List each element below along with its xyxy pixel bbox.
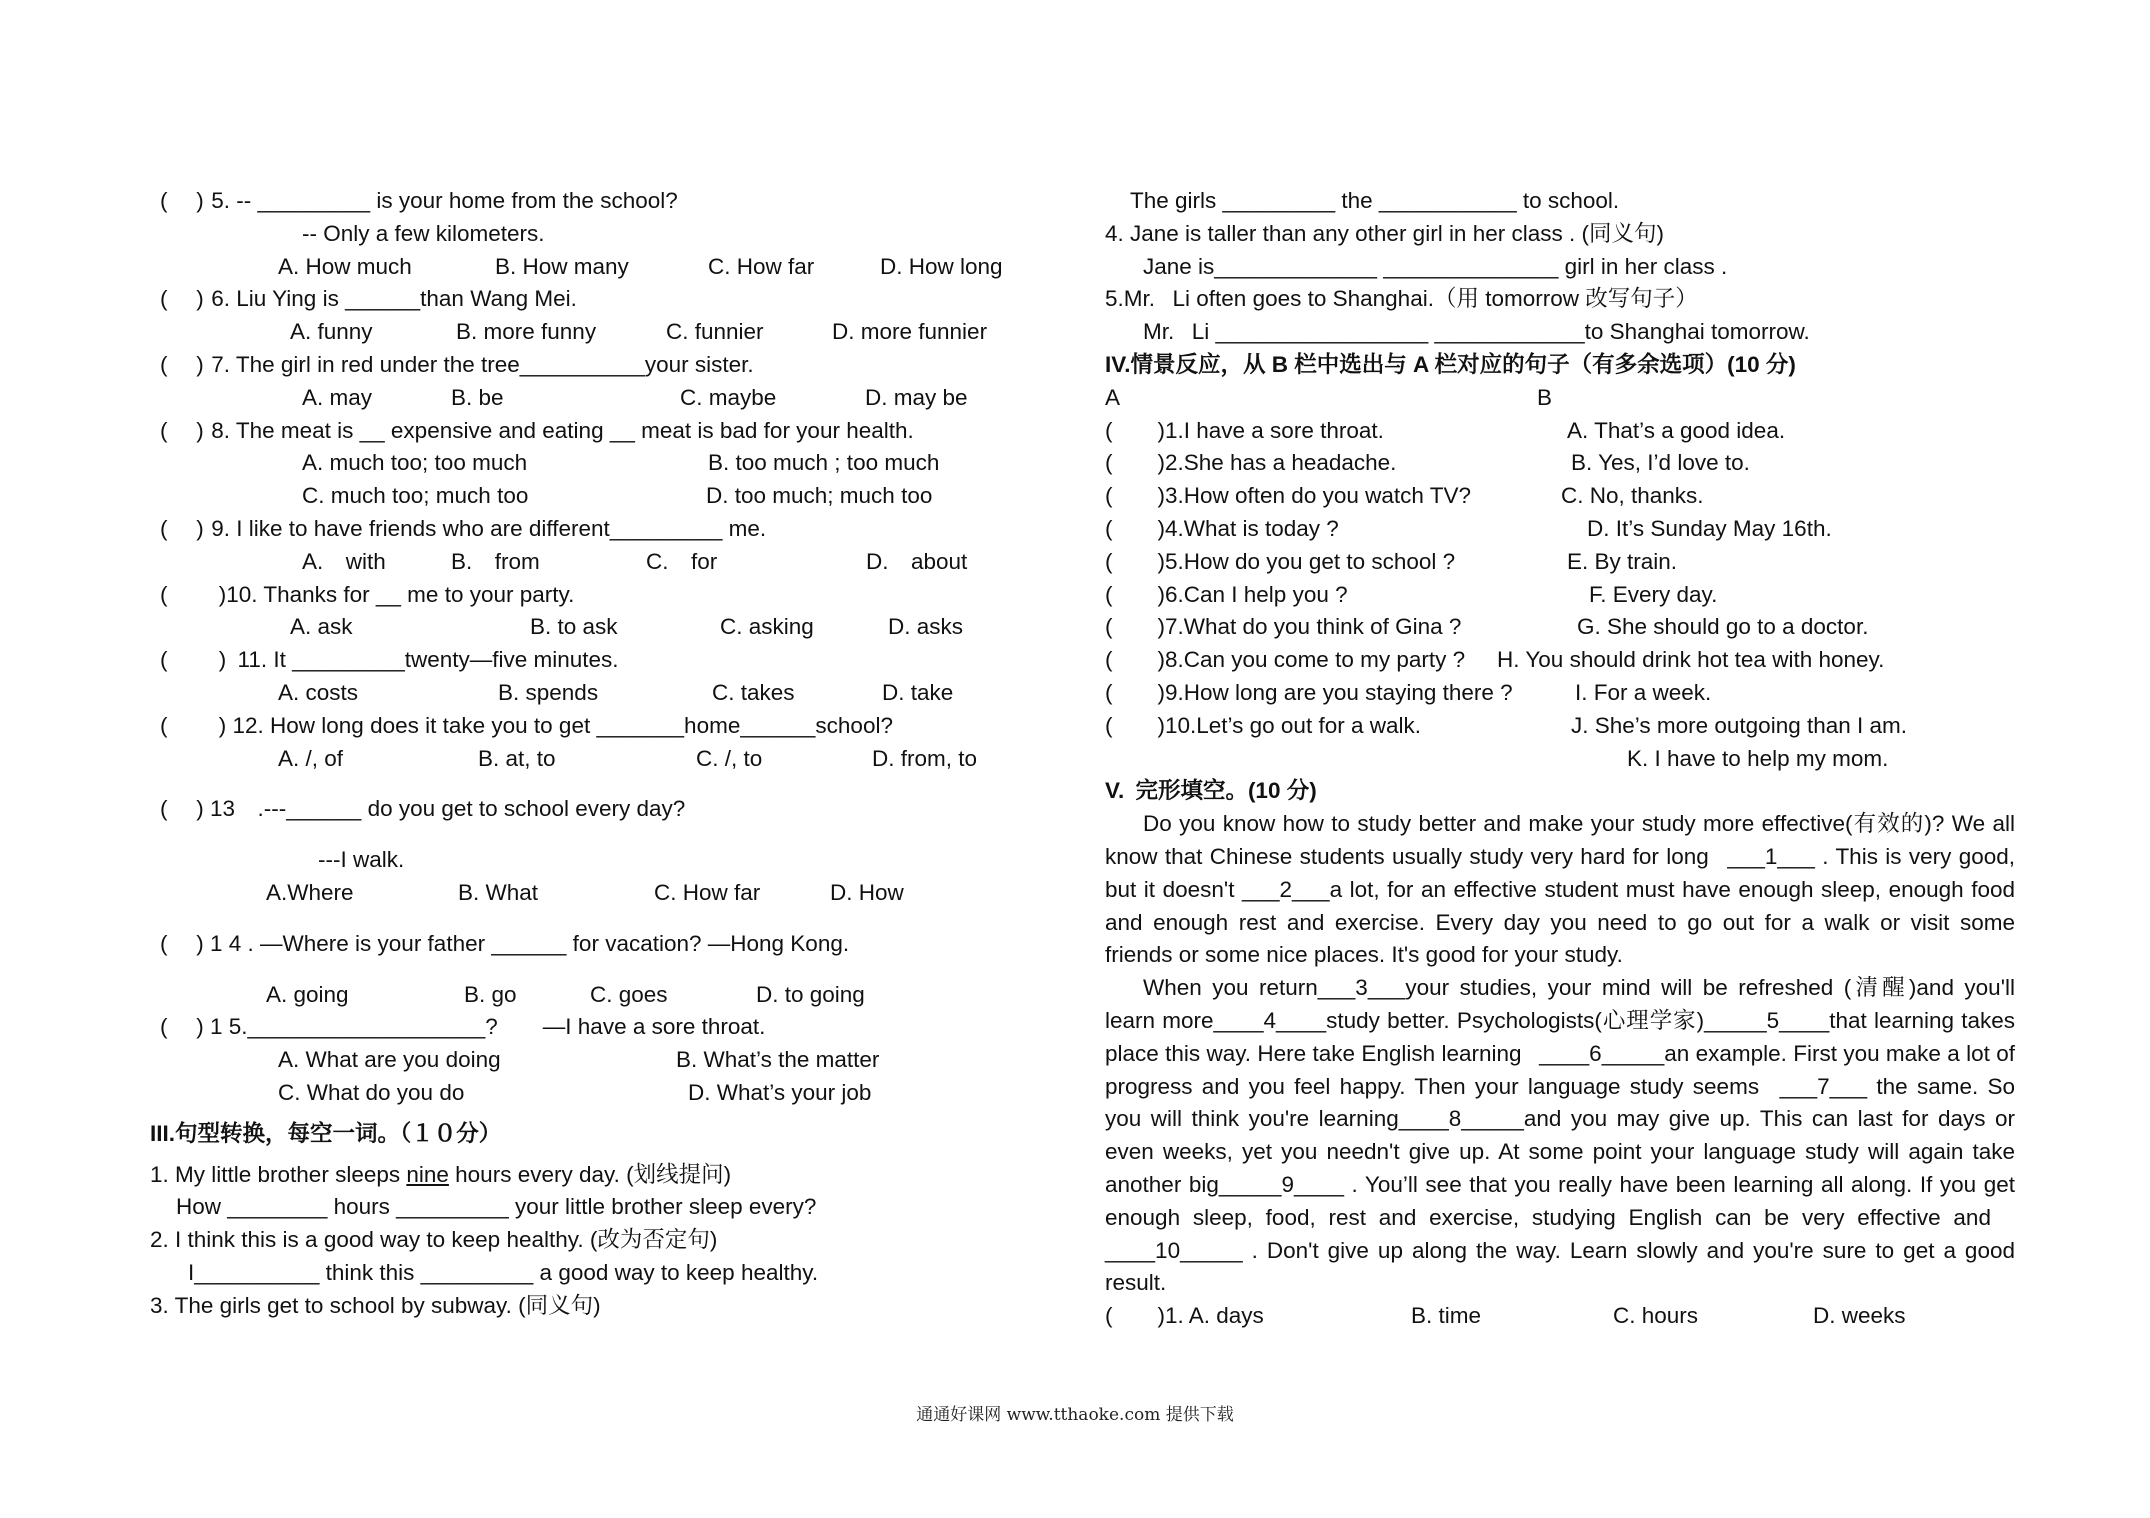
question-14: ( ) 1 4 . —Where is your father ______ for vacation? —Hong Kong.: [160, 930, 850, 956]
cloze-paragraph-1: Do you know how to study better and make your study more effective(有效的)? We all know that Chinese students usually study very hard for long ___1___ . This is very good, but it doesn't ___2___a lot, for an effective student must have enough sleep, enough food and enough rest and exercise. Every day you need to go out for a walk or visit some friends or some nice places. It's good for your study.: [1105, 811, 2015, 968]
matching-row: ( )7.What do you think of Gina ? G. She should go to a doctor.: [1105, 614, 1869, 640]
question-6: ( ) 6. Liu Ying is ______than Wang Mei.: [160, 286, 577, 312]
question-6-options: A. funny B. more funny C. funnier D. more funnier: [290, 319, 988, 345]
question-10-options: A. ask B. to ask C. asking D. asks: [290, 614, 964, 640]
transform-3: 3. The girls get to school by subway. (同义句): [150, 1292, 601, 1318]
matching-rows: [1105, 415, 2015, 743]
question-15-options-ab: A. What are you doing B. What’s the matter: [278, 1047, 880, 1073]
matching-row: ( )4.What is today ? D. It’s Sunday May 16th.: [1105, 515, 1832, 541]
matching-row: ( )6.Can I help you ? F. Every day.: [1105, 581, 1718, 607]
cloze-paragraph-2: When you return___3___your studies, your mind will be refreshed (清醒)and you'll learn more____4____study better. Psychologists(心理学家)_____5____that learning takes place this way. Here take English learning ____6_____an example. First you make a lot of progress and you feel happy. Then your language study seems ___7___ the same. So you will think you're learning____8_____and you may give up. This can last for days or even weeks, yet you needn't give up. At some point your language study will again take another big_____9____ . You’ll see that you really have been learning all along. If you get enough sleep, food, rest and exercise, studying English can be very effective and ____10_____ . Don't give up along the way. Learn slowly and you're sure to get a good result.: [1105, 975, 2015, 1296]
question-7-options: A. may B. be C. maybe D. may be: [302, 384, 968, 410]
section-3-title: III.句型转换，每空一词。（１０分）: [150, 1120, 502, 1146]
transform-4: 4. Jane is taller than any other girl in her class . (同义句): [1105, 220, 1664, 246]
matching-row: ( )5.How do you get to school ? E. By train.: [1105, 548, 1678, 574]
section-4-title: IV.情景反应，从 B 栏中选出与 A 栏对应的句子（有多余选项）(10 分): [1105, 351, 1796, 377]
question-5: ( ) 5. -- _________ is your home from the school?: [160, 188, 678, 213]
question-11: ( ) 11. It _________twenty—five minutes.: [160, 647, 619, 673]
page-footer: 通通好课网 www.tthaoke.com 提供下载: [916, 1405, 1234, 1425]
question-15-options-cd: C. What do you do D. What’s your job: [278, 1079, 872, 1105]
matching-extra-option: K. I have to help my mom.: [1627, 745, 1889, 771]
question-15: ( ) 1 5.___________________? —I have a sore throat.: [160, 1014, 766, 1040]
question-14-options: A. going B. go C. goes D. to going: [266, 981, 865, 1007]
question-13: ( ) 13 .---______ do you get to school every day?: [160, 796, 686, 822]
transform-2: 2. I think this is a good way to keep healthy. (改为否定句): [150, 1227, 718, 1253]
question-10: ( )10. Thanks for __ me to your party.: [160, 581, 575, 607]
question-8: ( ) 8. The meat is __ expensive and eating __ meat is bad for your health.: [160, 417, 914, 443]
matching-row: ( )10.Let’s go out for a walk. J. She’s more outgoing than I am.: [1105, 712, 1908, 738]
question-13-answer: ---I walk.: [318, 847, 405, 873]
matching-row: ( )9.How long are you staying there ? I. For a week.: [1105, 679, 1712, 705]
cloze-question-1: ( )1. A. days B. time C. hours D. weeks: [1105, 1303, 1906, 1329]
right-column: [1105, 185, 2015, 1333]
transform-5-blank: Mr. Li _________________ ____________to Shanghai tomorrow.: [1143, 319, 1810, 345]
matching-row: ( )3.How often do you watch TV? C. No, thanks.: [1105, 483, 1704, 509]
transform-1: 1. My little brother sleeps nine hours every day. (划线提问): [150, 1161, 732, 1187]
question-13-options: A.Where B. What C. How far D. How: [266, 879, 904, 905]
question-9: ( ) 9. I like to have friends who are different_________ me.: [160, 515, 767, 541]
question-12-options: A. /, of B. at, to C. /, to D. from, to: [278, 745, 978, 771]
section-5-title: V. 完形填空。(10 分): [1105, 778, 1317, 804]
question-12: ( ) 12. How long does it take you to get _______home______school?: [160, 712, 893, 738]
question-5-answer: -- Only a few kilometers.: [302, 220, 545, 246]
question-7: ( ) 7. The girl in red under the tree__________your sister.: [160, 351, 754, 377]
matching-row: ( )2.She has a headache. B. Yes, I’d love to.: [1105, 450, 1750, 476]
transform-2-blank: I__________ think this _________ a good way to keep healthy.: [188, 1259, 819, 1285]
transform-1-blank: How ________ hours _________ your little brother sleep every?: [176, 1194, 817, 1220]
matching-row: ( )8.Can you come to my party ? H. You should drink hot tea with honey.: [1105, 647, 1885, 673]
question-8-options-cd: C. much too; much too D. too much; much too: [302, 483, 933, 509]
matching-row: ( )1.I have a sore throat. A. That’s a good idea.: [1105, 417, 1786, 443]
question-8-options-ab: A. much too; too much B. too much ; too much: [302, 450, 940, 476]
transform-5: 5.Mr. Li often goes to Shanghai.（用 tomorrow 改写句子）: [1105, 286, 1698, 312]
transform-4-blank: Jane is_____________ ______________ girl in her class .: [1143, 253, 1728, 279]
question-11-options: A. costs B. spends C. takes D. take: [278, 679, 954, 705]
left-column: [150, 185, 1060, 1323]
question-5-options: A. How much B. How many C. How far D. How long: [278, 253, 1003, 279]
question-9-options: A. with B. from C. for D. about: [302, 548, 968, 574]
transform-3-blank: The girls _________ the ___________ to school.: [1130, 188, 1620, 213]
matching-column-headers: A B: [1105, 384, 1553, 410]
